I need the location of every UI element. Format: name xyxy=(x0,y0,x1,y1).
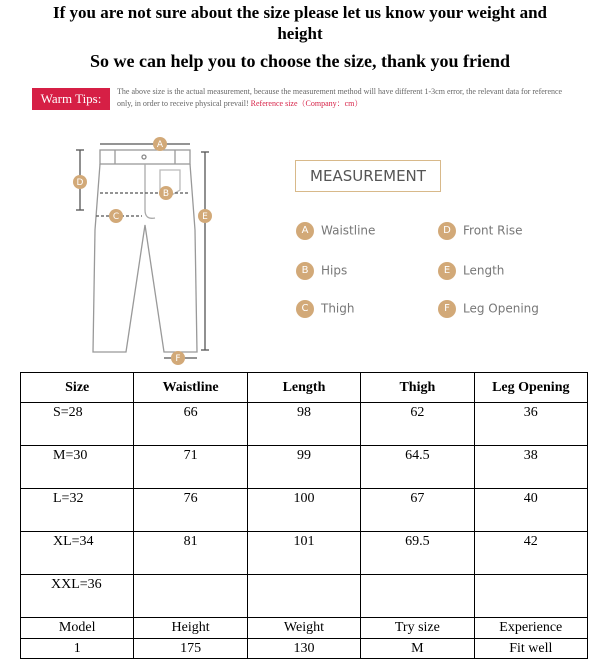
measurement-title: MEASUREMENT xyxy=(295,160,441,192)
size-chart-table xyxy=(20,372,588,659)
legend-label-front-rise: Front Rise xyxy=(463,223,523,238)
length-cell xyxy=(247,575,360,618)
legend-label-leg-opening: Leg Opening xyxy=(463,301,539,316)
header-waistline: Waistline xyxy=(134,373,247,403)
legend-letter-e: E xyxy=(438,262,456,280)
size-cell: XXL=36 xyxy=(21,575,134,618)
waistline-cell: 81 xyxy=(134,532,247,575)
table-row xyxy=(21,575,588,618)
size-cell: XL=34 xyxy=(21,532,134,575)
model-cell: 1 xyxy=(21,639,134,659)
size-cell: M=30 xyxy=(21,446,134,489)
legend-waistline xyxy=(296,220,375,240)
legend-leg-opening xyxy=(438,298,539,318)
leg-opening-cell xyxy=(474,575,587,618)
pants-diagram xyxy=(60,130,240,370)
length-cell: 100 xyxy=(247,489,360,532)
table-row xyxy=(21,532,588,575)
weight-cell: 130 xyxy=(247,639,360,659)
table-row xyxy=(21,403,588,446)
legend-front-rise xyxy=(438,220,522,240)
table-row xyxy=(21,489,588,532)
warm-tips-text xyxy=(117,86,577,110)
model-table-row xyxy=(21,639,588,659)
legend-length xyxy=(438,260,504,280)
reference-size-note: Reference size（Company：cm） xyxy=(250,99,363,108)
warm-tips xyxy=(32,86,572,114)
header-height: Height xyxy=(134,618,247,639)
heading-line-1-text: If you are not sure about the size please let us know your weight and xyxy=(53,3,547,22)
heading-line-3: So we can help you to choose the size, thank you friend xyxy=(89,51,511,71)
model-table-header xyxy=(21,618,588,639)
legend-label-thigh: Thigh xyxy=(321,301,355,316)
legend-letter-b: B xyxy=(296,262,314,280)
header-experience: Experience xyxy=(474,618,587,639)
diagram-letter-a: A xyxy=(156,140,164,150)
warm-tips-badge: Warm Tips: xyxy=(32,88,110,110)
leg-opening-cell: 40 xyxy=(474,489,587,532)
try-size-cell: M xyxy=(361,639,474,659)
leg-opening-cell: 38 xyxy=(474,446,587,489)
table-row xyxy=(21,446,588,489)
size-cell: S=28 xyxy=(21,403,134,446)
length-cell: 99 xyxy=(247,446,360,489)
header-size: Size xyxy=(21,373,134,403)
length-cell: 101 xyxy=(247,532,360,575)
waistline-cell: 76 xyxy=(134,489,247,532)
pants-waistband xyxy=(100,150,190,164)
length-cell: 98 xyxy=(247,403,360,446)
legend-label-waistline: Waistline xyxy=(321,223,376,238)
heading-line-2-text: height xyxy=(277,24,323,43)
warm-tips-body: The above size is the actual measurement, because the measurement method will have different 1-3cm error, the relevant data for reference only, in order to receive physical prevail! xyxy=(117,87,563,108)
diagram-letter-e: E xyxy=(202,212,208,222)
thigh-cell: 69.5 xyxy=(361,532,474,575)
legend-letter-a: A xyxy=(296,222,314,240)
legend-hips xyxy=(296,260,347,280)
diagram-letter-f: F xyxy=(175,354,181,364)
waistline-cell xyxy=(134,575,247,618)
waistline-cell: 71 xyxy=(134,446,247,489)
heading-line-1 xyxy=(0,2,600,44)
legend-letter-c: C xyxy=(296,300,314,318)
experience-cell: Fit well xyxy=(474,639,587,659)
diagram-letter-b: B xyxy=(162,189,170,199)
legend-letter-f: F xyxy=(438,300,456,318)
diagram-letter-c: C xyxy=(112,212,120,222)
height-cell: 175 xyxy=(134,639,247,659)
leg-opening-cell: 36 xyxy=(474,403,587,446)
legend-thigh xyxy=(296,298,355,318)
header-try-size: Try size xyxy=(361,618,474,639)
header-weight: Weight xyxy=(247,618,360,639)
header-leg-opening: Leg Opening xyxy=(474,373,587,403)
legend-label-hips: Hips xyxy=(321,263,348,278)
thigh-cell: 67 xyxy=(361,489,474,532)
legend-label-length: Length xyxy=(463,263,505,278)
size-cell: L=32 xyxy=(21,489,134,532)
header-model: Model xyxy=(21,618,134,639)
thigh-cell: 62 xyxy=(361,403,474,446)
leg-opening-cell: 42 xyxy=(474,532,587,575)
size-table-header xyxy=(21,373,588,403)
legend-letter-d: D xyxy=(438,222,456,240)
thigh-cell: 64.5 xyxy=(361,446,474,489)
diagram-letter-d: D xyxy=(76,178,84,188)
header-length: Length xyxy=(247,373,360,403)
thigh-cell xyxy=(361,575,474,618)
header-thigh: Thigh xyxy=(361,373,474,403)
waistline-cell: 66 xyxy=(134,403,247,446)
